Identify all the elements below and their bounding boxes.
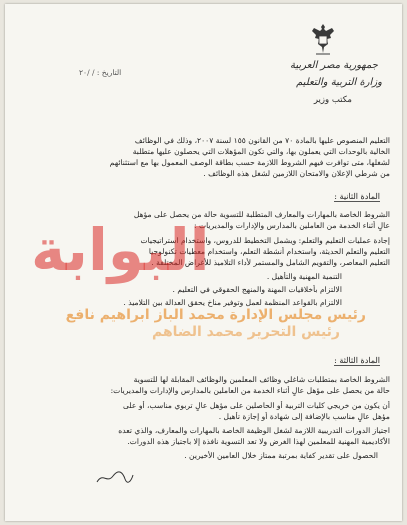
article2-line: الالتزام بأخلاقيات المهنة والمنهج الحقوقي في التعليم . (172, 285, 342, 294)
signature-icon (95, 470, 135, 486)
intro-line: لشغلها، متى توافرت فيهم الشروط اللازمة حسب بطاقة الوصف المعمول بها مع استثنائهم (109, 158, 390, 167)
intro-line: الخالية بالوحدات التي يعملون بها، والتي تكون المؤهلات التي يحصلون عليها متطلبة (132, 147, 390, 156)
article2-heading: المادة الثانية : (334, 192, 380, 201)
intro-line: من شرطي الإعلان والامتحان اللازمين لشغل هذه الوظائف . (203, 169, 390, 178)
intro-line: التعليم المنصوص عليها بالمادة ٧٠ من القانون ١٥٥ لسنة ٢٠٠٧، وذلك في الوظائف (134, 136, 390, 145)
article3-heading: المادة الثالثة : (334, 356, 380, 365)
article3-line: أن يكون من خريجي كليات التربية أو الحاصلين على مؤهل عالٍ تربوي مناسب، أو على (123, 401, 390, 410)
article2-line: الشروط الخاصة بالمهارات والمعارف المتطلبة للتسوية حالة من يحصل على مؤهل (133, 210, 390, 219)
article2-line: التعليم المعاصر، والتقويم الشامل والمستمر لأداء التلاميذ للأغراض المختلفة . (151, 258, 390, 267)
article3-line: الشروط الخاصة بمتطلبات شاغلي وظائف المعلمين والوظائف المقابلة لها للتسوية (133, 375, 390, 384)
article2-line: إجادة عمليات التعليم والتعلم: ويشمل التخطيط للدروس، واستخدام استراتيجيات (140, 236, 390, 245)
eagle-emblem-icon (310, 22, 336, 56)
date-label: التاريخ : / /٢٠ (79, 68, 122, 77)
article2-line: التنمية المهنية والتأهيل . (266, 272, 342, 281)
ministry-line2: وزارة التربية والتعليم (296, 77, 382, 88)
article3-line: مؤهل عالٍ مناسب بالإضافة إلى شهادة أو إجازة تأهيل . (218, 412, 390, 421)
article3-line: حالة من يحصل على مؤهل عالٍ أثناء الخدمة من العاملين بالمدارس والإدارات والمديريات: (110, 386, 390, 395)
document-page (5, 4, 402, 521)
article3-line: الحصول على تقدير كفاية بمرتبة ممتاز خلال العامين الأخيرين . (184, 451, 378, 460)
article2-line: الالتزام بالقواعد المنظمة لعمل وتوفير مناخ يحقق العدالة بين التلاميذ . (123, 298, 342, 307)
article3-line: اجتياز الدورات التدريبية اللازمة لشغل الوظيفة الخاصة بالمهارات والمعارف، والذي تعده (118, 426, 390, 435)
watermark-line1: رئيس مجلس الإدارة محمد الباز ابراهيم نافع (65, 307, 366, 323)
article3-line: الأكاديمية المهنية للمعلمين لهذا الغرض ولا تعد التسوية نافذة إلا باجتياز هذه الدورات. (127, 437, 390, 446)
watermark-brand: البوابة (31, 216, 210, 284)
watermark-line2: رئيس التحرير محمد الضاهم (151, 324, 340, 340)
office-label: مكتب وزير (313, 95, 352, 105)
article2-line: التعليم والتعلم الحديثة، واستخدام أنشطة التعلم، واستخدام معطيات تكنولوجيا (148, 247, 390, 256)
article2-line: عالٍ أثناء الخدمة من العاملين بالمدارس والإدارات والمديريات : (193, 221, 390, 230)
ministry-line1: جمهورية مصر العربية (290, 60, 378, 71)
